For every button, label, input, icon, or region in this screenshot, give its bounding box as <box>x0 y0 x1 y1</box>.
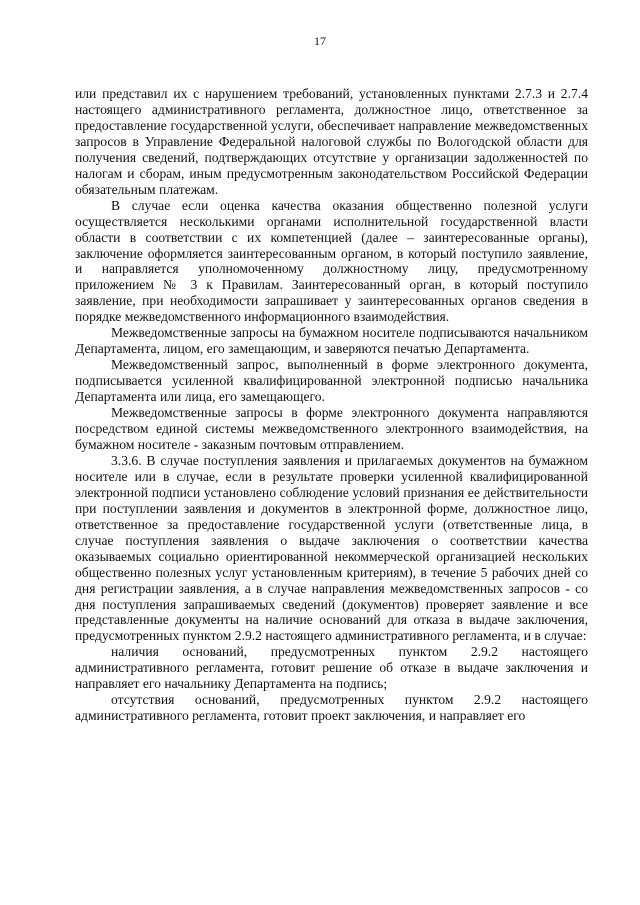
page-number: 17 <box>314 34 326 48</box>
paragraph-section-3-3-6: 3.3.6. В случае поступления заявления и прилагаемых документов на бумажном носителе или в случае, если в результате проверки усиленной квалифицированной электронной подписи установлено соблюдение условий признания ее действительности при поступлении заявления и документов в электронной форме, должностное лицо, ответственное за предоставление государственной услуги (ответственные лица, в случае поступления заявления о выдаче заключения о соответствии качества оказываемых социально ориентированной некоммерческой организацией нескольких общественно полезных услуг установленным критериям), в течение 5 рабочих дней со дня регистрации заявления, а в случае направления межведомственных запросов - со дня поступления запрашиваемых сведений (документов) проверяет заявление и все представленные документы на наличие оснований для отказа в выдаче заключения, предусмотренных пунктом 2.9.2 настоящего административного регламента, и в случае: <box>75 452 588 644</box>
paragraph-grounds-present: наличия оснований, предусмотренных пунктом 2.9.2 настоящего административного регламента, готовит решение об отказе в выдаче заключения и направляет его начальнику Департамента на подпись; <box>75 644 588 692</box>
paragraph-electronic-request: Межведомственный запрос, выполненный в форме электронного документа, подписывается усиленной квалифицированной электронной подписью начальника Департамента или лица, его замещающего. <box>75 357 588 405</box>
paragraph-grounds-absent: отсутствия оснований, предусмотренных пунктом 2.9.2 настоящего административного регламента, готовит проект заключения, и направляет его <box>75 692 588 724</box>
paragraph-interested-bodies: В случае если оценка качества оказания общественно полезной услуги осуществляется несколькими органами исполнительной государственной власти области в соответствии с их компетенцией (далее – заинтересованные органы), заключение оформляется заинтересованным органом, в который поступило заявление, и направляется уполномоченному должностному лицу, предусмотренному приложением № 3 к Правилам. Заинтересованный орган, в который поступило заявление, при необходимости запрашивает у заинтересованных органов сведения в порядке межведомственного информационного взаимодействия. <box>75 197 588 325</box>
document-body <box>75 86 588 724</box>
paragraph-paper-requests: Межведомственные запросы на бумажном носителе подписываются начальником Департамента, лицом, его замещающим, и заверяются печатью Департамента. <box>75 325 588 357</box>
paragraph-request-delivery: Межведомственные запросы в форме электронного документа направляются посредством единой системы межведомственного электронного взаимодействия, на бумажном носителе - заказным почтовым отправлением. <box>75 405 588 452</box>
paragraph-continuation: или представил их с нарушением требований, установленных пунктами 2.7.3 и 2.7.4 настоящего административного регламента, должностное лицо, ответственное за предоставление государственной услуги, обеспечивает направление межведомственных запросов в Управление Федеральной налоговой службы по Вологодской области для получения сведений, подтверждающих отсутствие у организации задолженностей по налогам и сборам, иным предусмотренным законодательством Российской Федерации обязательным платежам. <box>75 86 588 197</box>
